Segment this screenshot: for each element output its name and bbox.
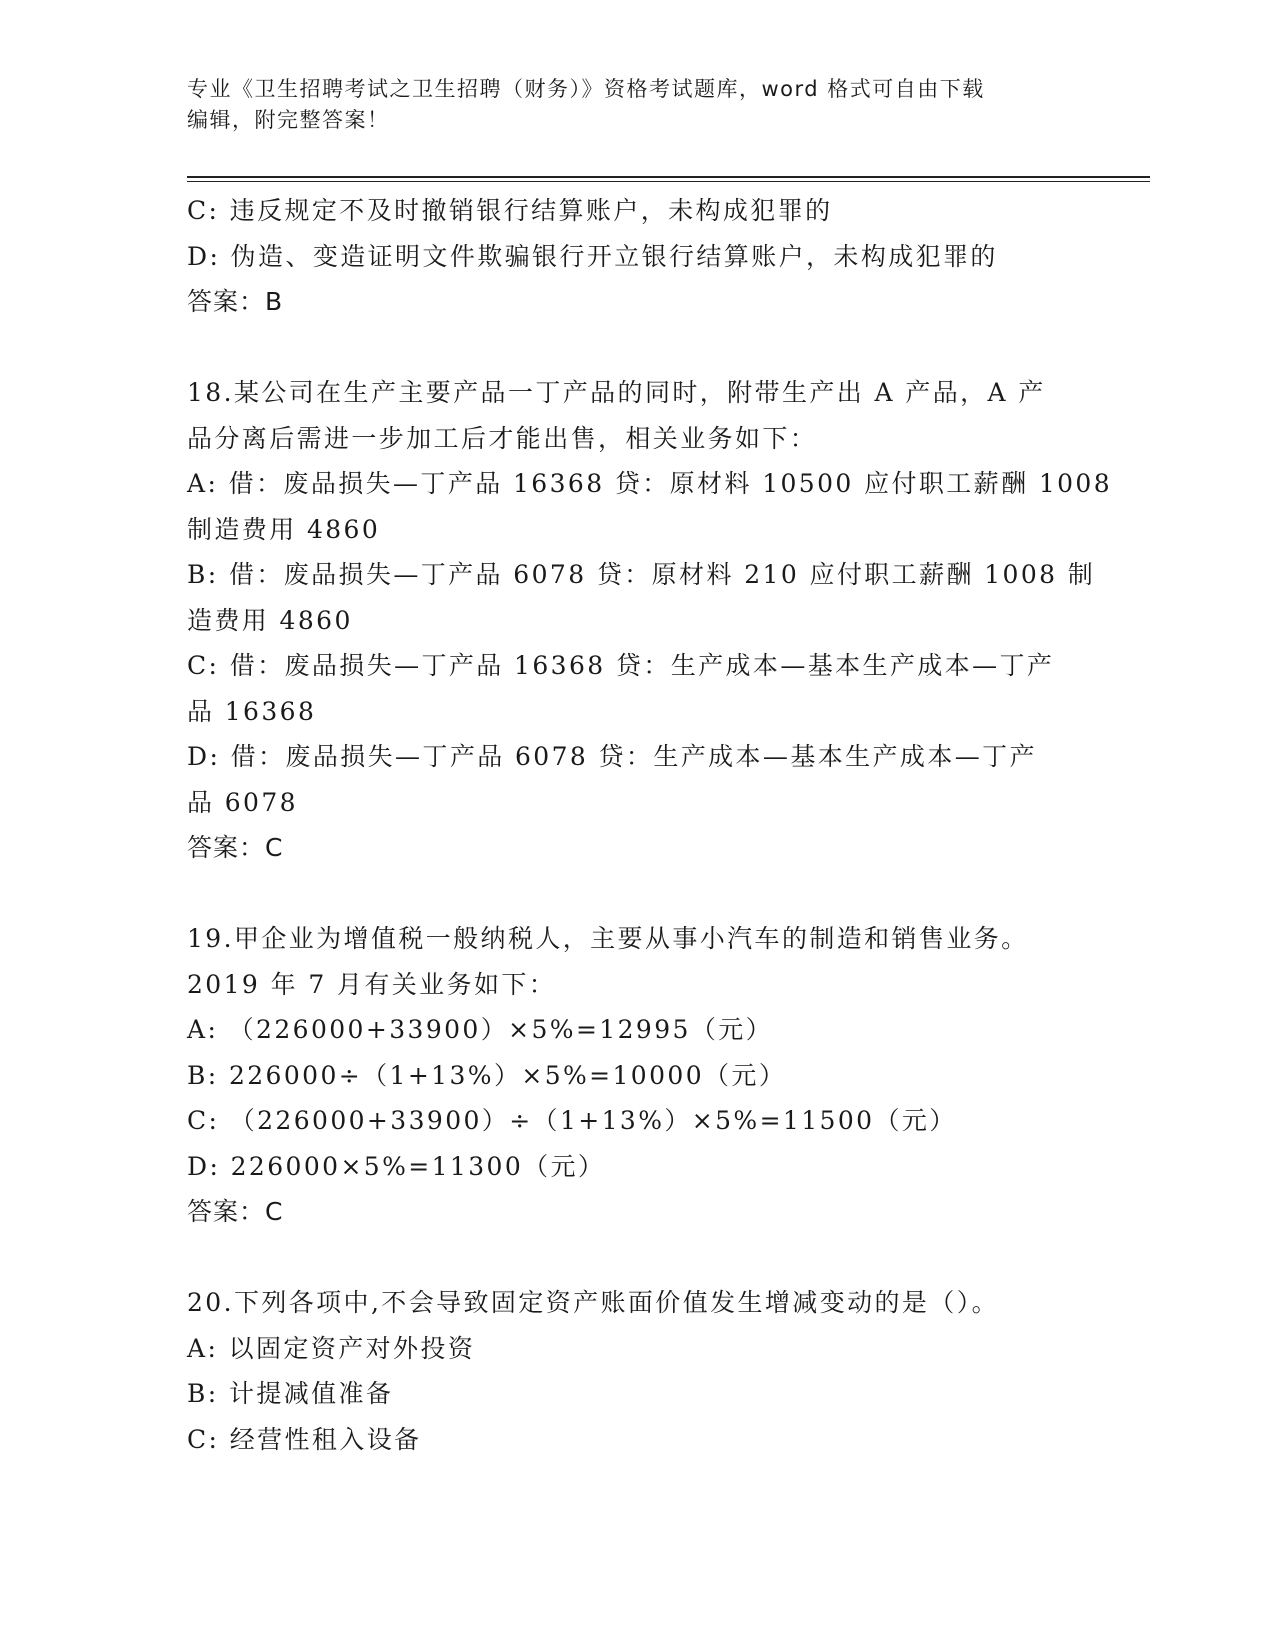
option-b: 造费用 4860 <box>187 605 353 635</box>
option-a: A: 以固定资产对外投资 <box>187 1333 476 1363</box>
question-19 <box>187 916 1087 1235</box>
answer-line: 答案：C <box>187 1197 284 1226</box>
option-c: C: 违反规定不及时撤销银行结算账户，未构成犯罪的 <box>187 196 833 225</box>
question-18 <box>187 370 1113 871</box>
option-b: B: 226000÷（1+13%）×5%=10000（元） <box>187 1060 787 1090</box>
header-divider-thin <box>187 181 1150 182</box>
header-divider-thick <box>187 176 1150 178</box>
spacer <box>187 871 1087 917</box>
document-header <box>187 74 1067 136</box>
question-stem: 2019 年 7 月有关业务如下： <box>187 969 557 999</box>
spacer <box>187 325 1087 371</box>
option-c: 品 16368 <box>187 696 317 726</box>
option-d: D: 226000×5%=11300（元） <box>187 1151 606 1181</box>
option-d: 品 6078 <box>187 787 298 817</box>
option-a: A: 借：废品损失—丁产品 16368 贷：原材料 10500 应付职工薪酬 1008 <box>187 469 1113 498</box>
option-a: A: （226000+33900）×5%=12995（元） <box>187 1015 774 1044</box>
answer-line: 答案：B <box>187 287 284 316</box>
option-d: D: 伪造、变造证明文件欺骗银行开立银行结算账户，未构成犯罪的 <box>187 241 998 271</box>
question-stem: 18.某公司在生产主要产品一丁产品的同时，附带生产出 A 产品，A 产 <box>187 378 1046 407</box>
header-line-2: 编辑，附完整答案！ <box>187 108 390 132</box>
spacer <box>187 1235 1087 1281</box>
option-c: C: （226000+33900）÷（1+13%）×5%=11500（元） <box>187 1106 957 1135</box>
option-b: B: 借：废品损失—丁产品 6078 贷：原材料 210 应付职工薪酬 1008 制 <box>187 560 1096 589</box>
question-stem: 19.甲企业为增值税一般纳税人，主要从事小汽车的制造和销售业务。 <box>187 924 1029 953</box>
option-a: 制造费用 4860 <box>187 514 381 544</box>
option-b: B: 计提减值准备 <box>187 1379 394 1408</box>
answer-line: 答案：C <box>187 833 284 862</box>
question-17-tail <box>187 188 1087 325</box>
question-stem: 品分离后需进一步加工后才能出售，相关业务如下： <box>187 423 818 453</box>
header-line-1: 专业《卫生招聘考试之卫生招聘（财务）》资格考试题库，word 格式可自由下载 <box>187 77 985 101</box>
document-body <box>187 188 1113 1462</box>
question-stem: 20.下列各项中,不会导致固定资产账面价值发生增减变动的是（）。 <box>187 1288 1000 1317</box>
option-c: C: 经营性租入设备 <box>187 1424 422 1454</box>
question-20 <box>187 1280 1087 1462</box>
option-d: D: 借：废品损失—丁产品 6078 贷：生产成本—基本生产成本—丁产 <box>187 742 1037 771</box>
option-c: C: 借：废品损失—丁产品 16368 贷：生产成本—基本生产成本—丁产 <box>187 651 1055 680</box>
